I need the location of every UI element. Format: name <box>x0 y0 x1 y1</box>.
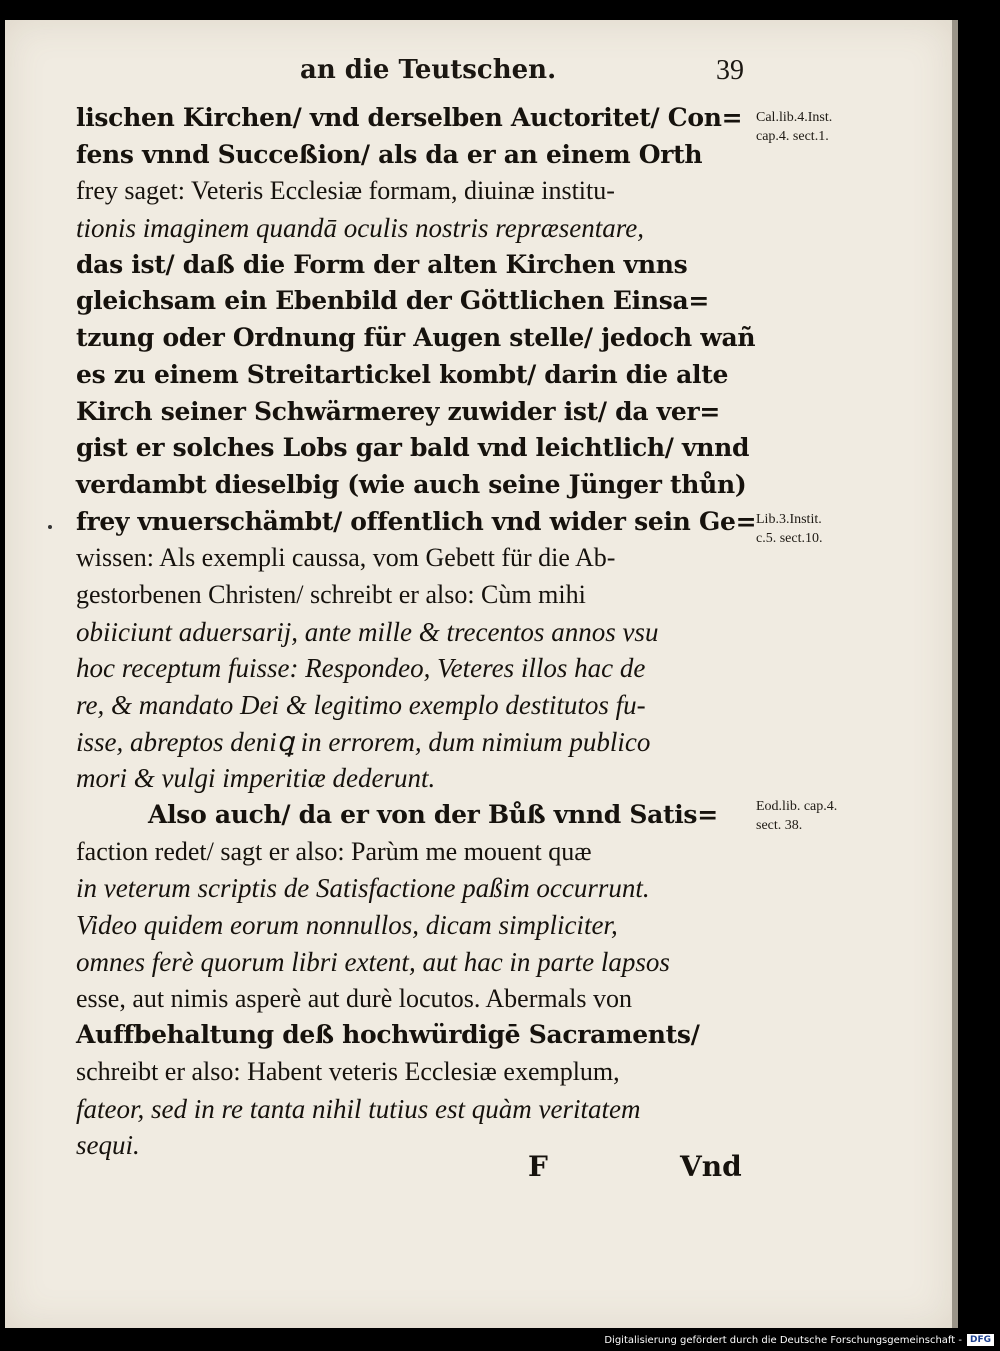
text-line: esse, aut nimis asperè aut durè locutos. Abermals von <box>76 983 632 1013</box>
text-line: in veterum scriptis de Satisfactione paßim occurrunt. <box>76 873 650 904</box>
text-line: wissen: Als exempli caussa, vom Gebett für die Ab- <box>76 543 616 573</box>
text-line: frey saget: Veteris Ecclesiæ formam, diuinæ institu- <box>76 176 615 206</box>
page-edge <box>952 20 958 1328</box>
signature-mark: F <box>528 1150 548 1183</box>
text-line: mori & vulgi imperitiæ dederunt. <box>76 763 436 794</box>
text-line: fens vnnd Succeßion/ als da er an einem Orth <box>76 139 703 169</box>
running-head: an die Teutschen. <box>300 55 557 85</box>
dfg-logo: DFG <box>967 1334 994 1346</box>
marginal-note-1-line2: cap.4. sect.1. <box>756 129 829 144</box>
text-line: gist er solches Lobs gar bald vnd leichtlich/ vnnd <box>76 433 750 463</box>
marginal-note-2-line2: c.5. sect.10. <box>756 531 823 546</box>
text-line: Also auch/ da er von der Bůß vnnd Satis= <box>148 800 718 830</box>
footer-credit: Digitalisierung gefördert durch die Deutsche Forschungsgemeinschaft - <box>604 1335 962 1346</box>
text-line: re, & mandato Dei & legitimo exemplo destitutos fu- <box>76 690 646 720</box>
text-line: verdambt dieselbig (wie auch seine Jünger thůn) <box>76 469 747 499</box>
text-line: es zu einem Streitartickel kombt/ darin die alte <box>76 359 729 389</box>
text-line: Kirch seiner Schwärmerey zuwider ist/ da ver= <box>76 396 720 426</box>
text-line: hoc receptum fuisse: Respondeo, Veteres illos hac de <box>76 653 646 684</box>
catchword: Vnd <box>680 1150 742 1183</box>
marginal-note-1 <box>756 108 832 146</box>
ink-dot <box>48 525 52 529</box>
marginal-note-3-line2: sect. 38. <box>756 818 803 833</box>
text-line: das ist/ daß die Form der alten Kirchen vnns <box>76 249 688 279</box>
text-line: omnes ferè quorum libri extent, aut hac in parte lapsos <box>76 946 670 977</box>
text-line: sequi. <box>76 1130 140 1161</box>
text-line: tzung oder Ordnung für Augen stelle/ jedoch wañ <box>76 323 756 353</box>
text-line: lischen Kirchen/ vnd derselben Auctoritet/ Con= <box>76 103 743 132</box>
text-line: Auffbehaltung deß hochwürdigē Sacraments/ <box>76 1020 700 1050</box>
text-line: isse, abreptos deniꝗ in errorem, dum nimium publico <box>76 726 651 757</box>
text-line: schreibt er also: Habent veteris Ecclesiæ exemplum, <box>76 1056 620 1086</box>
marginal-note-2-line1: Lib.3.Instit. <box>756 512 822 527</box>
text-line: fateor, sed in re tanta nihil tutius est quàm veritatem <box>76 1093 641 1124</box>
text-line: faction redet/ sagt er also: Parùm me mouent quæ <box>76 836 592 866</box>
text-line: tionis imaginem quandā oculis nostris repræsentare, <box>76 213 645 244</box>
body-text <box>76 100 756 1164</box>
marginal-note-3 <box>756 797 837 835</box>
page-number: 39 <box>716 55 744 86</box>
marginal-note-1-line1: Cal.lib.4.Inst. <box>756 110 833 125</box>
text-line: gestorbenen Christen/ schreibt er also: Cùm mihi <box>76 579 586 609</box>
text-line: Video quidem eorum nonnullos, dicam simpliciter, <box>76 910 618 941</box>
digitization-footer <box>0 1330 1000 1351</box>
marginal-note-2 <box>756 510 822 548</box>
text-line: frey vnuerschämbt/ offentlich vnd wider sein Ge= <box>76 506 757 536</box>
marginal-note-3-line1: Eod.lib. cap.4. <box>756 799 838 814</box>
text-line: obiiciunt aduersarij, ante mille & trecentos annos vsu <box>76 616 659 647</box>
text-line: gleichsam ein Ebenbild der Göttlichen Einsa= <box>76 286 710 316</box>
